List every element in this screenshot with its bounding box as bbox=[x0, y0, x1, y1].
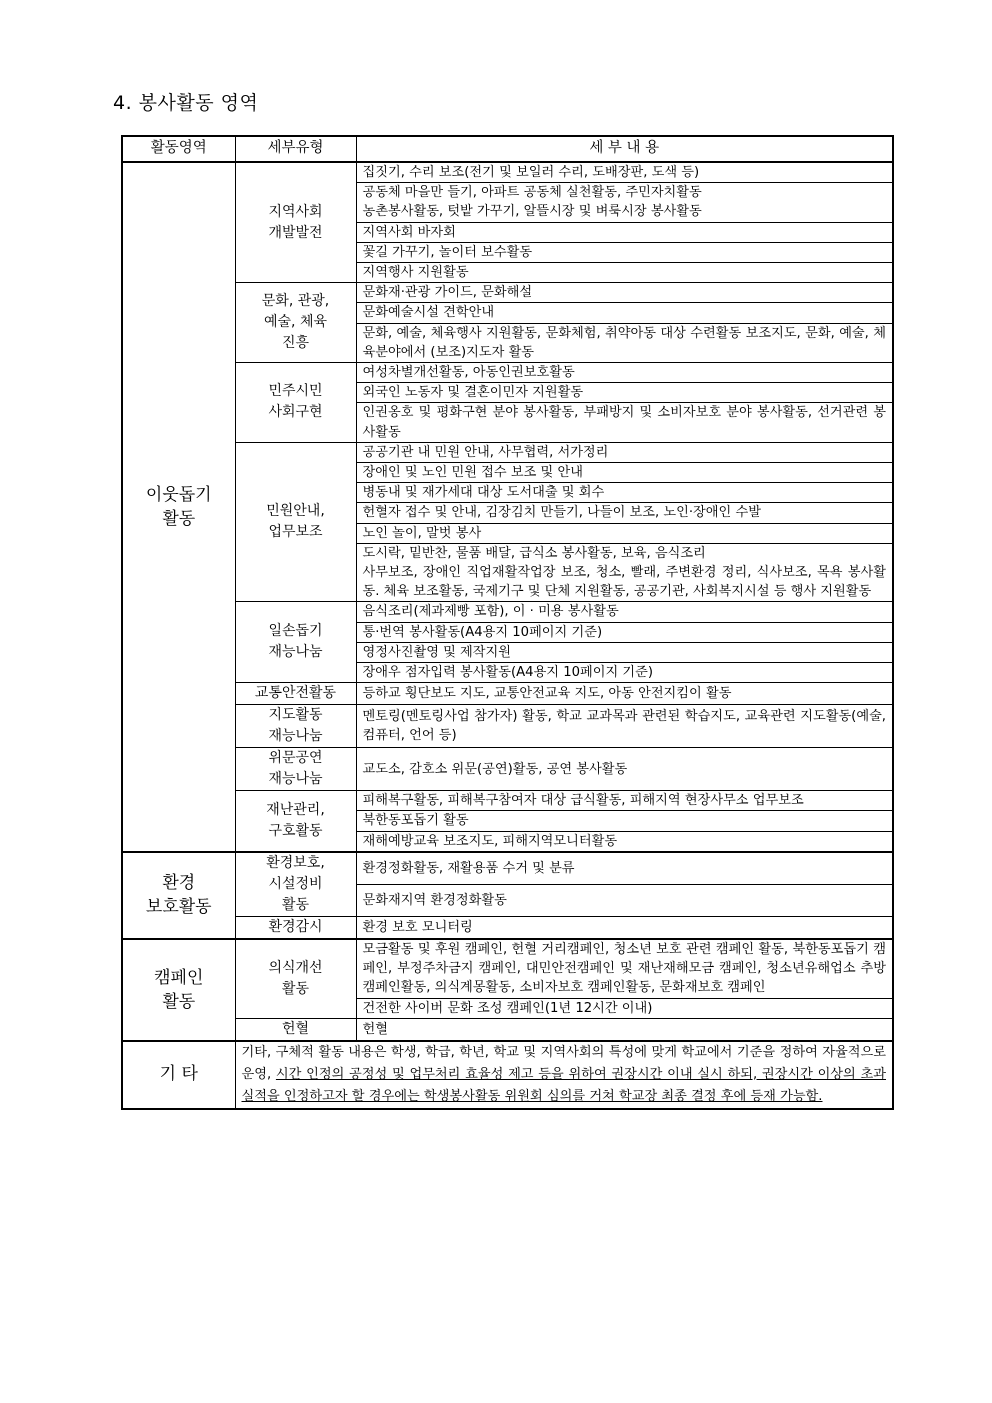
sub-type-name: 환경보호, bbox=[266, 854, 325, 871]
sub-type-name: 사회구현 bbox=[268, 404, 323, 421]
sub-type-name: 시설정비 bbox=[268, 875, 323, 892]
activity-area-name: 보호활동 bbox=[145, 897, 212, 918]
etc-text-underlined: 시간 인정의 공정성 및 업무처리 효율성 제고 등을 위하여 권장시간 이내 실시 하되, 권장시간 이상의 초과 실적을 인정하고자 할 경우에는 학생봉사활동 위원회 심의를 거쳐 학교장 최종 결정 후에 등재 가능함. bbox=[241, 1066, 886, 1104]
sub-type-cell bbox=[235, 791, 356, 852]
sub-type-cell bbox=[235, 442, 356, 602]
header-detail: 세 부 내 용 bbox=[356, 136, 893, 162]
detail-cell: 장애인 및 노인 민원 접수 보조 및 안내 bbox=[356, 463, 893, 483]
detail-cell: 모금활동 및 후원 캠페인, 헌혈 거리캠페인, 청소년 보호 관련 캠페인 활동, 북한동포돕기 캠페인, 부정주차금지 캠페인, 대민안전캠페인 및 재난재해모금 캠페인, 청소년유해업소 추방 캠페인활동, 의식계몽활동, 소비자보호 캠페인활동, 문화재보호 캠페인 bbox=[356, 939, 893, 998]
sub-type-cell bbox=[235, 162, 356, 283]
detail-cell: 여성차별개선활동, 아동인권보호활동 bbox=[356, 363, 893, 383]
detail-cell: 영정사진촬영 및 제작지원 bbox=[356, 642, 893, 662]
detail-cell: 꽃길 가꾸기, 놀이터 보수활동 bbox=[356, 242, 893, 262]
sub-type-cell bbox=[235, 363, 356, 443]
table-row bbox=[122, 283, 893, 303]
page-title: 4. 봉사활동 영역 bbox=[113, 92, 259, 114]
table-row bbox=[122, 791, 893, 811]
sub-type-name: 민주시민 bbox=[268, 383, 323, 400]
sub-type-name: 지도활동 bbox=[268, 707, 323, 724]
detail-cell: 장애우 점자입력 봉사활동(A4용지 10페이지 기준) bbox=[356, 663, 893, 683]
sub-type-name: 활동 bbox=[281, 980, 310, 997]
sub-type-name: 재난관리, bbox=[266, 802, 325, 819]
sub-type-name: 재능나눔 bbox=[268, 728, 323, 745]
sub-type-name: 위문공연 bbox=[268, 750, 323, 767]
table-row bbox=[122, 602, 893, 622]
activity-area-cell bbox=[122, 939, 235, 1041]
sub-type-cell bbox=[235, 705, 356, 748]
table-row bbox=[122, 162, 893, 183]
detail-cell: 등하교 횡단보도 지도, 교통안전교육 지도, 아동 안전지킴이 활동 bbox=[356, 683, 893, 705]
detail-cell: 문화예술시설 견학안내 bbox=[356, 303, 893, 323]
sub-type-name: 헌혈 bbox=[281, 1020, 310, 1037]
sub-type-cell bbox=[235, 939, 356, 1018]
sub-type-name: 민원안내, bbox=[266, 503, 325, 520]
sub-type-name: 지역사회 bbox=[268, 203, 323, 220]
activity-area-name: 캠페인 bbox=[154, 967, 204, 988]
detail-cell: 문화재지역 환경정화활동 bbox=[356, 885, 893, 917]
table-row bbox=[122, 442, 893, 462]
sub-type-name: 일손돕기 bbox=[268, 623, 323, 640]
sub-type-name: 개발발전 bbox=[268, 224, 323, 241]
header-sub-type: 세부유형 bbox=[235, 136, 356, 162]
table-row bbox=[122, 683, 893, 705]
sub-type-cell bbox=[235, 602, 356, 683]
table-row bbox=[122, 939, 893, 998]
activity-area-name: 활동 bbox=[162, 508, 196, 529]
detail-cell: 멘토링(멘토링사업 참가자) 활동, 학교 교과목과 관련된 학습지도, 교육관련 지도활동(예술, 컴퓨터, 언어 등) bbox=[356, 705, 893, 748]
detail-cell: 교도소, 감호소 위문(공연)활동, 공연 봉사활동 bbox=[356, 748, 893, 791]
detail-cell: 병동내 및 재가세대 대상 도서대출 및 회수 bbox=[356, 483, 893, 503]
detail-cell: 문화재·관광 가이드, 문화해설 bbox=[356, 283, 893, 303]
activity-area-cell bbox=[122, 162, 235, 852]
detail-cell: 인권옹호 및 평화구현 분야 봉사활동, 부패방지 및 소비자보호 분야 봉사활동, 선거관련 봉사활동 bbox=[356, 403, 893, 442]
detail-cell: 환경 보호 모니터링 bbox=[356, 916, 893, 939]
table-header-row bbox=[122, 136, 893, 162]
sub-type-name: 구호활동 bbox=[268, 823, 323, 840]
detail-cell: 공동체 마을만 들기, 아파트 공동체 실천활동, 주민자치활동 농촌봉사활동, 텃밭 가꾸기, 알뜰시장 및 벼룩시장 봉사활동 bbox=[356, 183, 893, 222]
sub-type-cell bbox=[235, 852, 356, 917]
table-row bbox=[122, 852, 893, 885]
sub-type-name: 업무보조 bbox=[268, 524, 323, 541]
sub-type-name: 교통안전활동 bbox=[254, 685, 337, 702]
detail-cell: 도시락, 밑반찬, 물품 배달, 급식소 봉사활동, 보육, 음식조리 사무보조, 장애인 직업재활작업장 보조, 청소, 빨래, 주변환경 정리, 식사보조, 목욕 봉사활동. 체육 보조활동, 국제기구 및 단체 지원활동, 공공기관, 사회복지시설 등 행사 지원활동 bbox=[356, 543, 893, 602]
detail-cell: 피해복구활동, 피해복구참여자 대상 급식활동, 피해지역 현장사무소 업무보조 bbox=[356, 791, 893, 811]
sub-type-name: 재능나눔 bbox=[268, 771, 323, 788]
sub-type-cell bbox=[235, 283, 356, 363]
etc-text-plain: 기타, 구체적 활동 내용은 학생, 학급, 학년, 학교 및 지역사회의 특성에 맞게 학교에서 기준을 정하여 자율적으로 운영, bbox=[241, 1044, 886, 1082]
activity-area-cell bbox=[122, 852, 235, 939]
sub-type-cell bbox=[235, 1018, 356, 1041]
sub-type-cell bbox=[235, 748, 356, 791]
sub-type-name: 예술, 체육 bbox=[264, 314, 327, 331]
detail-cell: 지역사회 바자회 bbox=[356, 222, 893, 242]
detail-cell: 문화, 예술, 체육행사 지원활동, 문화체험, 취약아동 대상 수련활동 보조지도, 문화, 예술, 체육분야에서 (보조)지도자 활동 bbox=[356, 323, 893, 362]
sub-type-name: 활동 bbox=[281, 896, 310, 913]
sub-type-name: 진흥 bbox=[281, 335, 310, 352]
etc-text bbox=[235, 1041, 893, 1109]
activity-area-name: 이웃돕기 bbox=[145, 484, 212, 505]
header-activity-area: 활동영역 bbox=[122, 136, 235, 162]
etc-row bbox=[122, 1041, 893, 1109]
detail-cell: 집짓기, 수리 보조(전기 및 보일러 수리, 도배장판, 도색 등) bbox=[356, 162, 893, 183]
detail-cell: 지역행사 지원활동 bbox=[356, 263, 893, 283]
table-row bbox=[122, 916, 893, 939]
activity-area-name: 활동 bbox=[162, 991, 196, 1012]
sub-type-name: 문화, 관광, bbox=[261, 293, 330, 310]
detail-cell: 북한동포돕기 활동 bbox=[356, 811, 893, 831]
table-row bbox=[122, 748, 893, 791]
table-row bbox=[122, 1018, 893, 1041]
etc-label: 기 타 bbox=[122, 1041, 235, 1109]
detail-cell: 건전한 사이버 문화 조성 캠페인(1년 12시간 이내) bbox=[356, 998, 893, 1018]
sub-type-name: 환경감시 bbox=[268, 918, 323, 935]
activity-area-name: 환경 bbox=[162, 873, 196, 894]
detail-cell: 헌혈 bbox=[356, 1018, 893, 1041]
sub-type-cell bbox=[235, 683, 356, 705]
detail-cell: 공공기관 내 민원 안내, 사무협력, 서가정리 bbox=[356, 442, 893, 462]
detail-cell: 통·번역 봉사활동(A4용지 10페이지 기준) bbox=[356, 622, 893, 642]
sub-type-name: 의식개선 bbox=[268, 959, 323, 976]
detail-cell: 재해예방교육 보조지도, 피해지역모니터활동 bbox=[356, 831, 893, 852]
table-row bbox=[122, 363, 893, 383]
detail-cell: 환경정화활동, 재활용품 수거 및 분류 bbox=[356, 852, 893, 885]
detail-cell: 노인 놀이, 말벗 봉사 bbox=[356, 523, 893, 543]
table-row bbox=[122, 705, 893, 748]
sub-type-name: 재능나눔 bbox=[268, 644, 323, 661]
detail-cell: 외국인 노동자 및 결혼이민자 지원활동 bbox=[356, 383, 893, 403]
detail-cell: 헌혈자 접수 및 안내, 김장김치 만들기, 나들이 보조, 노인·장애인 수발 bbox=[356, 503, 893, 523]
detail-cell: 음식조리(제과제빵 포함), 이 · 미용 봉사활동 bbox=[356, 602, 893, 622]
sub-type-cell bbox=[235, 916, 356, 939]
volunteer-activity-table bbox=[121, 135, 894, 1110]
